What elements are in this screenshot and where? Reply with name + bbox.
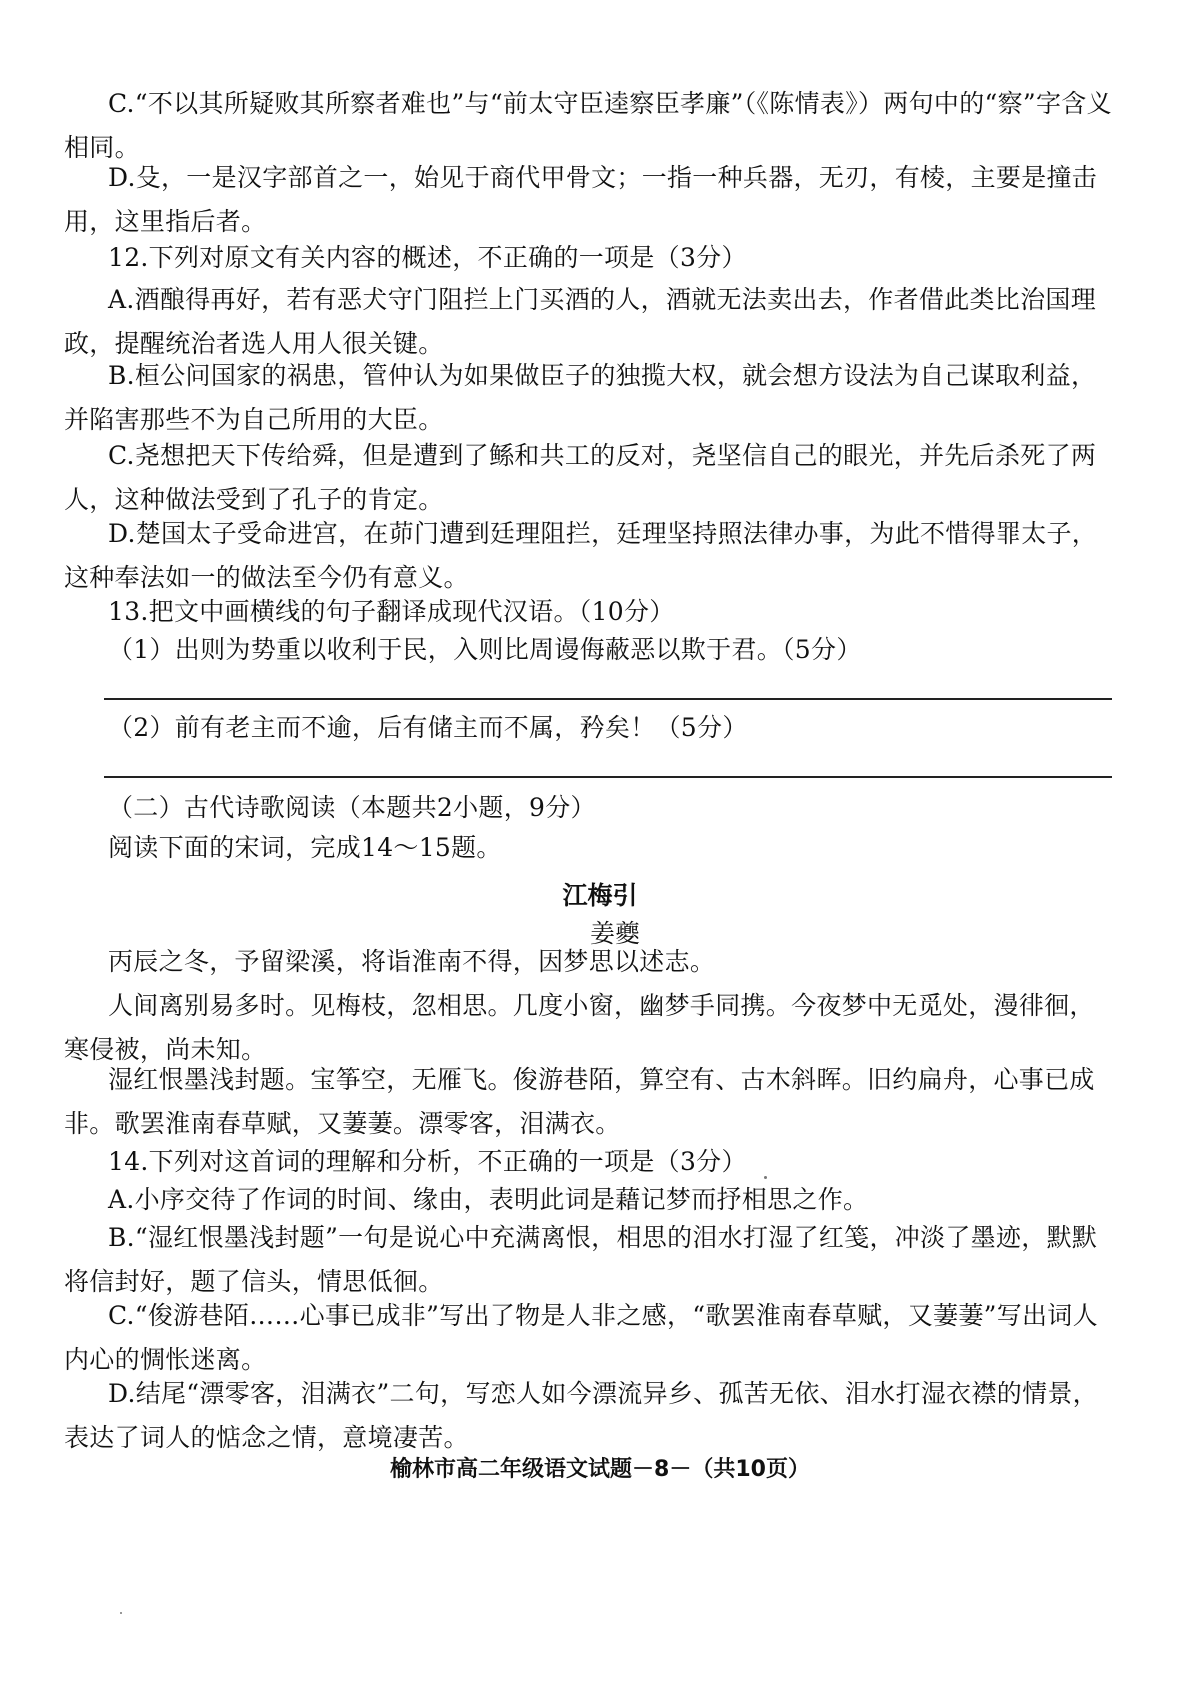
answer-line-2 [104, 776, 1112, 778]
poem-stanza-1: 人间离别易多时。见梅枝，忽相思。几度小窗，幽梦手同携。今夜梦中无觅处，漫徘徊，寒侵被，尚未知。 [64, 991, 1095, 1064]
option-d-q14: D.结尾“漂零客，泪满衣”二句，写恋人如今漂流异乡、孤苦无依、泪水打湿衣襟的情景，表达了词人的惦念之情，意境凄苦。 [64, 1379, 1098, 1452]
poem-preface: 丙辰之冬，予留梁溪，将诣淮南不得，因梦思以述志。 [108, 947, 716, 976]
option-a-q14: A.小序交待了作词的时间、缘由，表明此词是藉记梦而抒相思之作。 [108, 1185, 869, 1214]
option-b-q14: B.“湿红恨墨浅封题”一句是说心中充满离恨，相思的泪水打湿了红笺，冲淡了墨迹，默默将信封好，题了信头，情思低徊。 [64, 1223, 1098, 1296]
option-d-q11: D.殳，一是汉字部首之一，始见于商代甲骨文；一指一种兵器，无刃，有棱，主要是撞击用，这里指后者。 [64, 163, 1098, 236]
reading-instruction: 阅读下面的宋词，完成14～15题。 [108, 833, 502, 862]
scan-speck [120, 1612, 122, 1614]
option-a-q12: A.酒酿得再好，若有恶犬守门阻拦上门买酒的人，酒就无法卖出去，作者借此类比治国理政，提醒统治者选人用人很关键。 [64, 285, 1097, 358]
question-14: 14.下列对这首词的理解和分析，不正确的一项是（3分） [108, 1147, 747, 1176]
answer-line-1 [104, 698, 1112, 700]
option-d-q12: D.楚国太子受命进宫，在茆门遭到廷理阻拦，廷理坚持照法律办事，为此不惜得罪太子，这种奉法如一的做法至今仍有意义。 [64, 519, 1098, 592]
translation-2: （2）前有老主而不逾，后有储主而不属，矜矣！（5分） [108, 713, 748, 742]
option-c-q14: C.“俊游巷陌……心事已成非”写出了物是人非之感，“歌罢淮南春草赋，又萋萋”写出词人内心的惆怅迷离。 [64, 1301, 1098, 1374]
option-c-q11: C.“不以其所疑败其所察者难也”与“前太守臣逵察臣孝廉”（《陈情表》）两句中的“察”字含义相同。 [64, 89, 1112, 162]
question-12: 12.下列对原文有关内容的概述，不正确的一项是（3分） [108, 243, 747, 272]
option-b-q12: B.桓公问国家的祸患，管仲认为如果做臣子的独揽大权，就会想方设法为自己谋取利益，并陷害那些不为自己所用的大臣。 [64, 361, 1097, 434]
poem-title: 江梅引 [562, 881, 638, 910]
poem-author: 姜夔 [589, 919, 640, 948]
translation-1: （1）出则为势重以收利于民，入则比周谩侮蔽恶以欺于君。（5分） [108, 635, 862, 664]
section-heading: （二）古代诗歌阅读（本题共2小题，9分） [108, 793, 596, 822]
option-c-q12: C.尧想把天下传给舜，但是遭到了鲧和共工的反对，尧坚信自己的眼光，并先后杀死了两人，这种做法受到了孔子的肯定。 [64, 441, 1097, 514]
poem-stanza-2: 湿红恨墨浅封题。宝筝空，无雁飞。俊游巷陌，算空有、古木斜晖。旧约扁舟，心事已成非。歌罢淮南春草赋，又萋萋。漂零客，泪满衣。 [64, 1065, 1095, 1138]
scan-speck [764, 1176, 767, 1179]
question-13: 13.把文中画横线的句子翻译成现代汉语。（10分） [108, 597, 675, 626]
page-footer: 榆林市高二年级语文试题－8－（共10页） [390, 1457, 810, 1482]
